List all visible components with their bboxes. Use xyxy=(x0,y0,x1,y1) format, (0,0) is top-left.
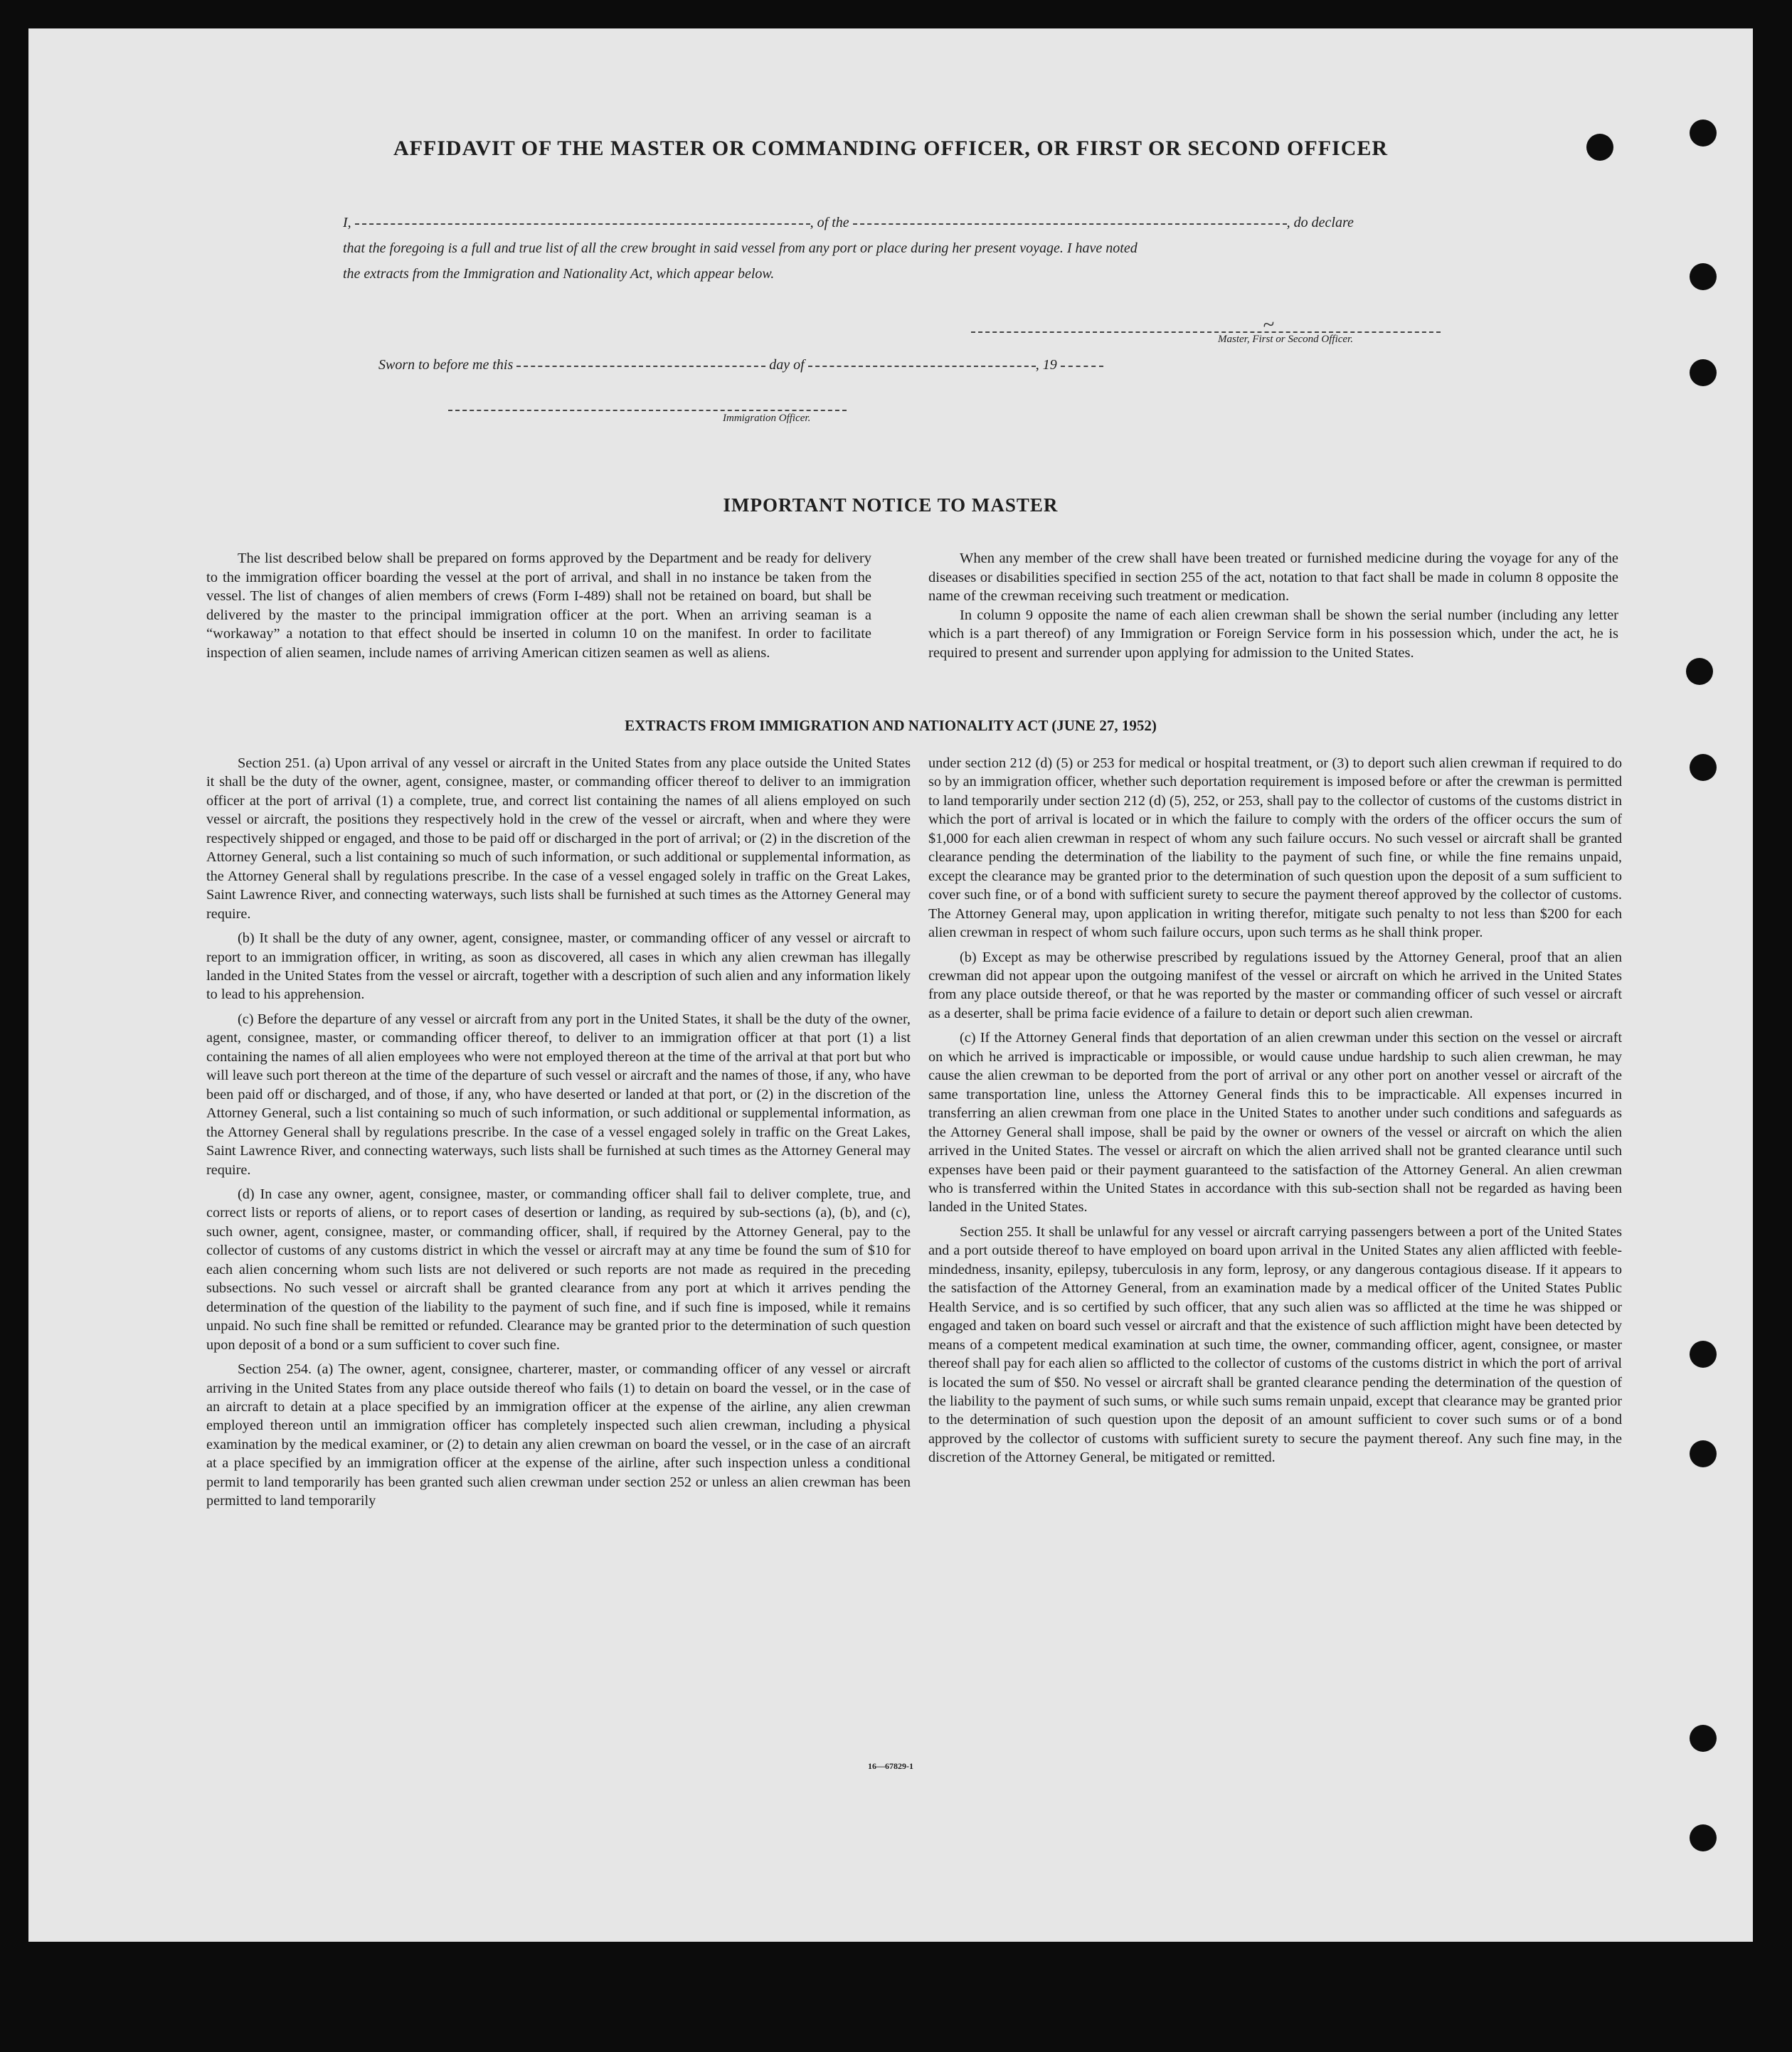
binder-hole xyxy=(1690,1341,1717,1368)
sworn-label: Sworn to before me this xyxy=(378,357,514,373)
notice-right-paragraph: In column 9 opposite the name of each alien crewman shall be shown the serial number (including any letter which is a part thereof) of any Immigration or Foreign Service form in his possession which, under the act, he is required to present and surrender upon applying for admission to the United States. xyxy=(928,607,1618,661)
sworn-year-blank xyxy=(1061,364,1103,367)
sworn-month-blank xyxy=(808,364,1036,367)
section-paragraph: Section 254. (a) The owner, agent, consignee, charterer, master, or commanding officer of any vessel or aircraft arriving in the United States from any place outside thereof who fails (1) to detain on board the vessel, or in the case of an aircraft to detain at a place specified by an immigration officer at the expense of the airline, any alien crewman employed thereon until an immigration officer has completely inspected such alien crewman, including a physical examination by the medical examiner, or (2) to detain any alien crewman on board the vessel, or in the case of an aircraft at a place specified by an immigration officer at the expense of the airline, after such inspection unless a conditional permit to land temporarily has been granted such alien crewman under section 252 or unless an alien crewman has been permitted to land temporarily xyxy=(206,1361,911,1509)
notice-right-column xyxy=(928,549,1618,668)
i-label: I, xyxy=(343,215,351,230)
binder-hole xyxy=(1690,1824,1717,1851)
notice-title: IMPORTANT NOTICE TO MASTER xyxy=(723,494,1059,516)
binder-hole xyxy=(1690,1725,1717,1752)
name-blank xyxy=(355,222,810,225)
sworn-day-blank xyxy=(516,364,765,367)
of-the-label: of the xyxy=(817,215,849,230)
signature-blank xyxy=(971,330,1441,333)
declare-label: do declare xyxy=(1293,215,1354,230)
vessel-blank xyxy=(853,222,1287,225)
section-paragraph: (c) If the Attorney General finds that deportation of an alien crewman under this section on the vessel or aircraft on which he arrived is impracticable or impossible, or would cause undue hardship to such alien crewman, he may cause the alien crewman to be deported from the port of arrival or any other port on another vessel or aircraft of the same transportation line, unless the Attorney General finds this to be impracticable. All expenses incurred in transferring an alien crewman from one place in the United States to another under such conditions and safeguards as the Attorney General shall impose, shall be paid by the owner or owners of the vessel or aircraft on which the alien arrived in the United States. The vessel or aircraft on which the alien arrived shall not be granted clearance until such expenses have been paid or their payment guaranteed to the satisfaction of the Attorney General. An alien crewman who is transferred within the United States in accordance with this sub-section shall not be regarded as having been landed in the United States. xyxy=(928,1030,1622,1216)
year-label: 19 xyxy=(1042,357,1057,373)
form-number: 16—67829-1 xyxy=(868,1761,913,1771)
section-paragraph: Section 255. It shall be unlawful for any vessel or aircraft carrying passengers between a port of the United States and a port outside thereof to have employed on board upon arrival in the United States any alien afflicted with feeble-mindedness, insanity, epilepsy, tuberculosis in any form, leprosy, or any dangerous contagious disease. If it appears to the satisfaction of the Attorney General, from an examination made by a medical officer of the United States Public Health Service, and is so certified by such officer, that any such alien was so afflicted at the time he was shipped or engaged and taken on board such vessel or aircraft and that the existence of such affliction might have been detected by means of a competent medical examination at such time, the owner, commanding officer, agent, consignee, or master thereof shall pay for each alien so afflicted to the collector of customs of the customs district in which the port of arrival is located the sum of $50. No vessel or aircraft shall be granted clearance pending the determination of the question of the liability to the payment of such sums, or while such sums remain unpaid, except that clearance may be granted prior to the determination of such question upon the deposit of an amount sufficient to cover such sums or of a bond approved by the collector of customs with sufficient surety to secure the payment thereof. Any such fine may, in the discretion of the Attorney General, be mitigated or remitted. xyxy=(928,1223,1622,1466)
sworn-line: Sworn to before me this day of , 19 xyxy=(378,357,1103,373)
section-paragraph: Section 251. (a) Upon arrival of any vessel or aircraft in the United States from any place outside the United States it shall be the duty of the owner, agent, consignee, master, or commanding officer thereof to deliver to an immigration officer at the port of arrival (1) a complete, true, and correct list containing the names of all aliens employed on such vessel or aircraft, the positions they respectively hold in the crew of the vessel or aircraft, when and where they were respectively shipped or engaged, and those to be paid off or discharged in the port of arrival; or (2) in the discretion of the Attorney General, such a list containing so much of such information, or such additional or supplemental information, as the Attorney General shall by regulations prescribe. In the case of a vessel engaged solely in traffic on the Great Lakes, Saint Lawrence River, and connecting waterways, such lists shall be furnished at such times as the Attorney General may require. xyxy=(206,755,911,922)
officer-signature-blank xyxy=(448,408,847,411)
affidavit-line-1: I, , of the , do declare xyxy=(343,215,1354,230)
section-paragraph: (b) Except as may be otherwise prescribed by regulations issued by the Attorney General, proof that an alien crewman did not appear upon the outgoing manifest of the vessel or aircraft on which he arrived in the United States from any place outside thereof, or that he was reported by the master or commanding officer of such vessel or aircraft as a deserter, shall be prima facie evidence of a failure to detain or deport such alien crewman. xyxy=(928,949,1622,1021)
section-paragraph: (c) Before the departure of any vessel or aircraft from any port in the United States, it shall be the duty of the owner, agent, consignee, master, or commanding officer thereof, to deliver to an immigration officer at that port (1) a list containing the names of all alien employees who were not employed thereon at the time of the arrival at that port but who will leave such port thereon at the time of the departure of such vessel or aircraft and the names of those, if any, who have been paid off or discharged, and of those, if any, who have deserted or landed at that port, or (2) in the discretion of the Attorney General, such a list containing so much of such information, or such additional or supplemental information, as the Attorney General shall by regulations prescribe. In the case of a vessel engaged solely in traffic on the Great Lakes, Saint Lawrence River, and connecting waterways, such lists shall be furnished at such times as the Attorney General may require. xyxy=(206,1011,911,1178)
officer-caption: Immigration Officer. xyxy=(723,413,811,424)
extracts-right-column xyxy=(928,754,1622,1473)
affidavit-line-2: that the foregoing is a full and true list of all the crew brought in said vessel from any port or place during her present voyage. I have noted xyxy=(343,240,1138,256)
extracts-title: EXTRACTS FROM IMMIGRATION AND NATIONALITY ACT (JUNE 27, 1952) xyxy=(625,717,1157,734)
notice-left-column xyxy=(206,549,871,668)
extracts-left-column xyxy=(206,754,911,1516)
binder-hole xyxy=(1690,359,1717,386)
binder-hole xyxy=(1690,1440,1717,1467)
affidavit-line-3: the extracts from the Immigration and Nationality Act, which appear below. xyxy=(343,266,775,282)
notice-left-paragraph: The list described below shall be prepared on forms approved by the Department and be ready for delivery to the immigration officer boarding the vessel at the port of arrival, and shall in no instance be taken from the vessel. The list of changes of alien members of crews (Form I-489) shall not be retained on board, but shall be delivered by the master to the principal immigration officer at the port. When an arriving seaman is a “workaway” a notation to that effect should be inserted in column 10 on the manifest. In order to facilitate inspection of alien seamen, include names of arriving American citizen seamen as well as aliens. xyxy=(206,551,871,661)
day-of-label: day of xyxy=(769,357,805,373)
section-paragraph: (d) In case any owner, agent, consignee, master, or commanding officer shall fail to deliver complete, true, and correct lists or reports of aliens, or to report cases of desertion or landing, as required by sub-sections (a), (b), and (c), such owner, agent, consignee, master, or commanding officer, shall, if required by the Attorney General, pay to the collector of customs of any customs district in which the vessel or aircraft may at any time be found the sum of $10 for each alien concerning whom such lists are not delivered or such reports are not made as required in the preceding subsections. No such vessel or aircraft shall be granted clearance from any port at which it arrives pending the determination of the question of the liability to the payment of such fine, and if such fine is imposed, while it remains unpaid. No such fine shall be remitted or refunded. Clearance may be granted prior to the determination of such question upon deposit of a bond or a sum sufficient to cover such fine. xyxy=(206,1186,911,1353)
notice-right-paragraph: When any member of the crew shall have been treated or furnished medicine during the voyage for any of the diseases or disabilities specified in section 255 of the act, notation to that fact shall be made in column 8 opposite the name of the crewman receiving such treatment or medication. xyxy=(928,551,1618,604)
binder-hole xyxy=(1686,658,1713,685)
binder-hole xyxy=(1690,263,1717,290)
section-paragraph: under section 212 (d) (5) or 253 for medical or hospital treatment, or (3) to deport such alien crewman if required to do so by an immigration officer, whether such deportation requirement is imposed before or after the crewman is permitted to land temporarily under section 212 (d) (5), 252, or 253, shall pay to the collector of customs of the customs district in which the port of arrival is located or in which the failure to comply with the orders of the officer occurs the sum of $1,000 for each alien crewman in respect of whom any such failure occurs. No such vessel or aircraft shall be granted clearance pending the determination of the liability to the payment of such fine, or while the fine remains unpaid, except the clearance may be granted prior to the determination of such question upon the deposit of a sum sufficient to cover such fine, or of a bond with sufficient surety to secure the payment thereof approved by the collector of customs. The Attorney General may, upon application in writing therefor, mitigate such penalty to not less than $200 for each alien crewman in respect of whom such failure occurs, upon such terms as he shall think proper. xyxy=(928,755,1622,941)
affidavit-title: AFFIDAVIT OF THE MASTER OR COMMANDING OFFICER, OR FIRST OR SECOND OFFICER xyxy=(393,137,1389,160)
signer-caption: Master, First or Second Officer. xyxy=(1218,334,1353,345)
signature-mark: ~ xyxy=(1261,312,1276,337)
document-page xyxy=(28,28,1753,1942)
section-paragraph: (b) It shall be the duty of any owner, agent, consignee, master, or commanding officer of any vessel or aircraft to report to an immigration officer, in writing, as soon as discovered, all cases in which any alien crewman has illegally landed in the United States from the vessel or aircraft, together with a description of such alien and any information likely to lead to his apprehension. xyxy=(206,930,911,1003)
binder-hole xyxy=(1690,754,1717,781)
